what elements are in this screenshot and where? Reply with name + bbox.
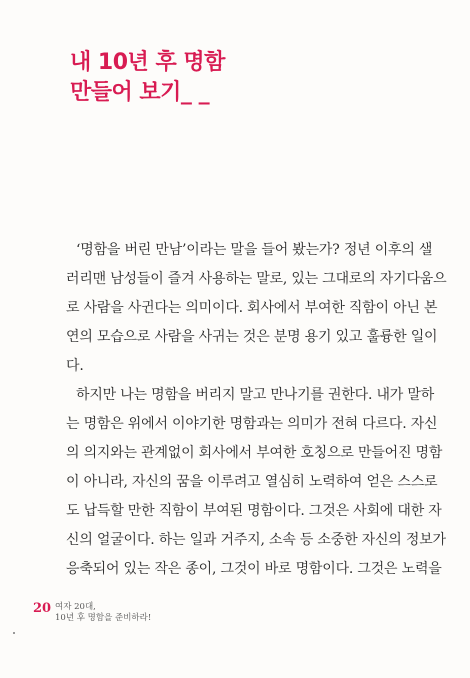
body-line: 다. (66, 358, 84, 374)
body-line: 연의 모습으로 사람을 사귀는 것은 분명 용기 있고 훌륭한 일이 (66, 329, 438, 345)
corner-mark (13, 632, 15, 634)
body-line: 의 의지와는 관계없이 회사에서 부여한 호칭으로 만들어진 명함 (66, 445, 443, 461)
body-line: 응축되어 있는 작은 종이, 그것이 바로 명함이다. 그것은 노력을 (66, 561, 442, 577)
chapter-title (70, 48, 400, 108)
body-line: 도 납득할 만한 직함이 부여된 명함이다. 그것은 사회에 대한 자 (66, 503, 442, 519)
body-line: 는 명함은 위에서 이야기한 명함과는 의미가 전혀 다르다. 자신 (66, 416, 438, 432)
chapter-title-line-1: 내 10년 후 명함 (70, 50, 225, 75)
body-line: 신의 얼굴이다. 하는 일과 거주지, 소속 등 소중한 자신의 정보가 (66, 532, 446, 548)
chapter-title-line-2: 만들어 보기_ _ (70, 80, 210, 105)
body-line: 러리맨 남성들이 즐겨 사용하는 말로, 있는 그대로의 자기다움으 (66, 271, 447, 287)
body-line: 로 사람을 사귄다는 의미이다. 회사에서 부여한 직함이 아닌 본 (66, 300, 438, 316)
body-line: 하지만 나는 명함을 버리지 말고 만나기를 권한다. 내가 말하 (76, 387, 435, 403)
body-line: 이 아니라, 자신의 꿈을 이루려고 열심히 노력하여 얻은 스스로 (66, 474, 438, 490)
running-head-line-1: 여자 20대, (55, 602, 96, 612)
running-head-line-2: 10년 후 명함을 준비하라! (55, 613, 152, 623)
running-head (55, 602, 151, 624)
body-line: ‘명함을 버린 만남’이라는 말을 들어 봤는가? 정년 이후의 샐 (76, 242, 433, 258)
body-text (66, 236, 447, 584)
page-number: 20 (33, 601, 52, 616)
